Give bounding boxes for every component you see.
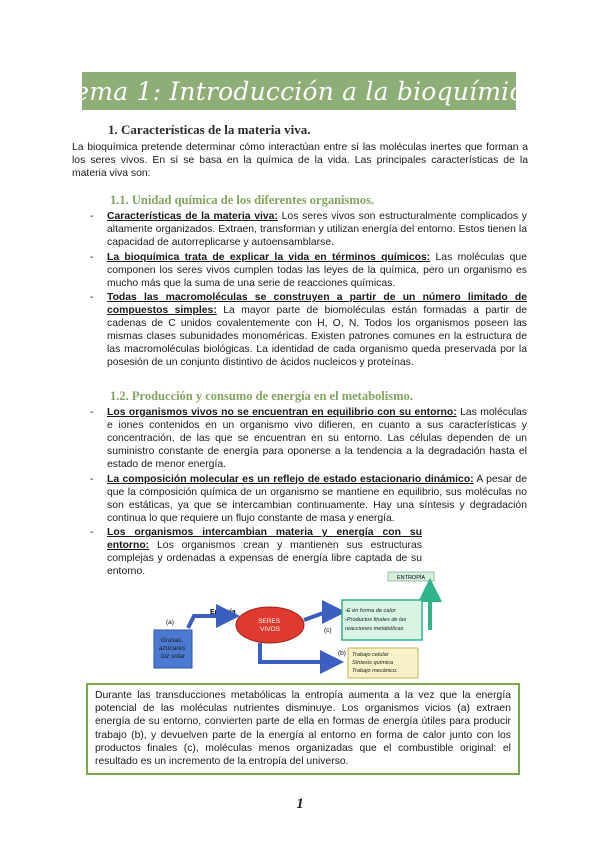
page-title: Tema 1: Introducción a la bioquímica [59,76,539,106]
label-a: (a) [166,619,174,626]
list-item: - Los organismos vivos no se encuentran en equilibrio con su entorno: Las moléculas e iones contenidos en un organismo vivo difieren, en cuanto a sus características y concentración, de las que se encuentran en su entorno. Las células dependen de un suministro constante de energía para oponerse a la tendencia a la degradación hasta el estado de menor energía. [90,407,527,470]
arrow-c [304,612,338,620]
living-beings-text: SERES VIVOS [258,618,281,633]
section-heading: 1. Características de la materia viva. [108,122,311,137]
source-text: Grasas, azúcares luz solar [158,637,186,660]
heat-products-text: -E en forma de calor -Productos finales de las reacciones metabólicas [345,608,407,632]
bullet-list-1 [90,210,527,371]
list-item: - Características de la materia viva: Los seres vivos son estructuralmente complicados y altamente organizados. Extraen, transforman y utilizan energía del entorno. Estos tienen la capacidad de autorreplicarse y autoensamblarse. [90,211,527,248]
subsection-heading-2: 1.2. Producción y consumo de energía en el metabolismo. [110,389,413,403]
energy-label: Energía [210,609,236,616]
label-b: (b) [338,650,346,657]
work-text: Trabajo celular Síntesis química Trabajo mecánico.. [352,652,400,674]
list-item: - Todas las macromoléculas se construyen a partir de un número limitado de compuestos simples: La mayor parte de biomoléculas están formadas a partir de cadenas de C unidos covalentemente con H, O, N. Todos los organismos poseen las mismas clases subunidades monoméricas. Existen patrones comunes en la estructura de las macromoléculas biológicas. La identidad de cada organismo queda preservada por la posesión de un conjunto distintivo de ácidos nucleicos y proteínas. [90,292,528,368]
list-item: - Los organismos intercambian materia y energía con su entorno: Los organismos crean y mantienen sus estructuras complejas y ordenadas a expensas de energía libre captada de su entorno. [90,527,422,577]
intro-paragraph: La bioquímica pretende determinar cómo interactúan entre sí las moléculas inertes que forman a los seres vivos. En sí se basa en la química de la vida. Las principales características de la materia viva son: [72,142,528,179]
subsection-heading-1: 1.1. Unidad química de los diferentes organismos. [110,193,375,207]
bullet-list-2 [90,406,527,580]
arrow-a [188,616,232,628]
page-number: 1 [296,796,304,812]
note-box: Durante las transducciones metabólicas la entropía aumenta a la vez que la energía potencial de las moléculas nutrientes disminuye. Los organismos vicios (a) extraen energía de su entorno, convierten parte de ella en formas de energía útiles para producir trabajo (b), y devuelven parte de la energía al entorno en forma de calor junto con los productos finales (c), moléculas menos organizadas que el combustible original: el resultado es un incremento de la entropía del universo. [86,683,520,775]
list-item: - La bioquímica trata de explicar la vida en términos químicos: Las moléculas que componen los seres vivos cumplen todas las leyes de la química, pero un organismo es mucho más que la suma de una serie de reacciones químicas. [90,251,527,289]
energy-flow-diagram [140,570,450,680]
label-c: (c) [324,627,332,634]
living-beings-oval [236,607,304,643]
entropy-label: ENTROPÍA [396,575,426,581]
title-banner [59,72,539,110]
list-item: - La composición molecular es un reflejo de estado estacionario dinámico: A pesar de que la composición química de un organismo se mantiene en equilibrio, sus moléculas no son estáticas, ya que se intercambian continuamente. Hay una síntesis y degradación continua lo que requiere un flujo constante de masa y energía. [90,473,527,524]
arrow-b [260,643,336,662]
